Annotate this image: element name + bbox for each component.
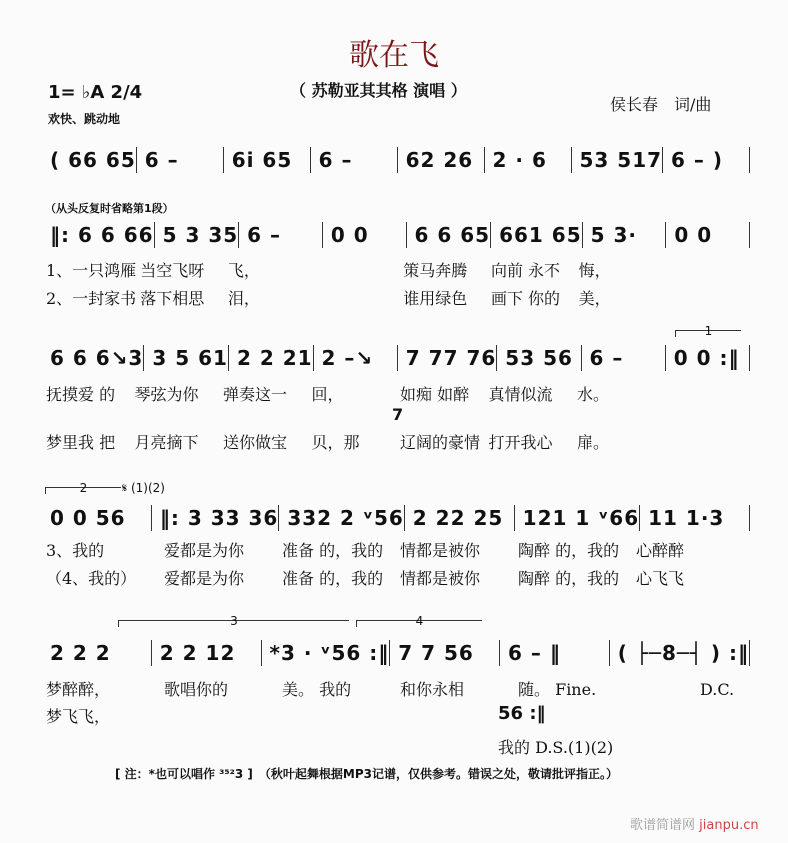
measure: 6 –: [311, 147, 398, 173]
measure: 6 –: [582, 345, 666, 371]
measure: 121 1 ᵛ66: [515, 505, 640, 531]
lyric-segment: [662, 382, 751, 405]
lyric-segment: 爱都是为你: [164, 541, 245, 560]
lyric-segment: 策马奔腾: [403, 261, 468, 280]
lyric-segment: 情都是被你: [400, 541, 481, 560]
measure: 53 517: [572, 147, 664, 173]
lyric-segment: 如痴 如醉: [400, 385, 470, 404]
lyric-segment: 当空飞呀: [140, 261, 205, 280]
measure: 53 56: [497, 345, 581, 371]
notation-line: [42, 147, 750, 173]
measure: 2 2 21: [229, 345, 314, 371]
lyric-segment: 梦飞飞，: [46, 707, 111, 726]
measure: 3 5 61: [144, 345, 229, 371]
measure: 6 6 65: [407, 222, 492, 248]
lyric-line: [42, 430, 750, 453]
grace-note: 7: [392, 405, 404, 424]
lyric-segment: 月亮摘下: [134, 433, 199, 452]
lyric-segment: 辽阔的豪情: [400, 433, 481, 452]
lyric-segment: 3、我的: [46, 541, 105, 560]
lyric-segment: 水。: [577, 385, 610, 404]
lyric-segment: 爱都是为你: [164, 569, 245, 588]
measure: 2 –↘: [314, 345, 398, 371]
lyric-segment: 心醉醉: [636, 541, 685, 560]
lyric-segment: 飞，: [227, 261, 260, 280]
measure: 6i 65: [224, 147, 311, 173]
lyric-line: [42, 704, 750, 727]
lyric-segment: 梦里我 把: [46, 433, 116, 452]
lyric-segment: D.C.: [636, 680, 735, 699]
lyric-segment: [396, 704, 514, 727]
volta-3: [118, 614, 349, 628]
lyric-segment: [312, 258, 400, 281]
measure: 7 7 56: [390, 640, 500, 666]
lyric-segment: 扉。: [577, 433, 610, 452]
measure: 6 6 6↘3: [42, 345, 144, 371]
lyric-segment: [632, 704, 750, 727]
lyric-segment: 弹奏这一: [223, 385, 288, 404]
measure: 0 0 56: [42, 505, 152, 531]
measure: 6 –: [137, 147, 224, 173]
lyric-segment: 1、一只鸿雁: [46, 261, 137, 280]
measure: 11 1·3: [640, 505, 750, 531]
notation-line: [42, 640, 750, 666]
performer: （ 苏勒亚其其格 演唱 ）: [290, 81, 467, 100]
measure: 7 77 76: [398, 345, 498, 371]
measure: ( 66 65: [42, 147, 137, 173]
lyric-line: [42, 286, 750, 309]
notation-line: [42, 345, 750, 371]
measure: 5 3·: [583, 222, 667, 248]
lyric-segment: 画下 你的: [490, 289, 561, 308]
watermark: [630, 814, 759, 833]
lyric-segment: 悔，: [578, 261, 611, 280]
lyric-segment: 准备 的，我的: [282, 541, 384, 560]
song-title: 歌在飞: [349, 38, 439, 73]
segno-mark: 𝄋 (1)(2): [122, 481, 165, 495]
lyric-segment: 情都是被你: [400, 569, 481, 588]
lyric-segment: [662, 258, 750, 281]
key-signature: 1= ♭A 2/4: [48, 82, 143, 103]
measure: ‖: 6 6 66: [42, 222, 155, 248]
lyric-segment: 抚摸爱 的: [46, 385, 116, 404]
notation-line: [42, 505, 750, 531]
measure: 6 –: [239, 222, 323, 248]
volta-4-label: 4: [415, 614, 424, 628]
volta-1: [675, 324, 741, 338]
measure: 6 – ‖: [500, 640, 610, 666]
notation-line: [42, 222, 750, 248]
measure: 2 · 6: [485, 147, 572, 173]
lyric-segment: 2、一封家书: [46, 289, 137, 308]
watermark-en: jianpu.cn: [699, 818, 759, 833]
composer-credit: 侯长春 词/曲: [610, 95, 712, 114]
lyric-segment: 梦醉醉，: [46, 680, 111, 699]
lyric-segment: 准备 的，我的: [282, 569, 384, 588]
measure: 332 2 ᵛ56: [279, 505, 404, 531]
measure: ‖: 3 33 36: [152, 505, 279, 531]
measure: 2 2 12: [152, 640, 262, 666]
measure: 2 2 2: [42, 640, 152, 666]
lyric-segment: 心飞飞: [636, 569, 685, 588]
lyric-segment: 陶醉 的，我的: [518, 541, 620, 560]
measure: 0 0: [666, 222, 750, 248]
lyric-segment: [662, 286, 750, 309]
lyric-segment: [312, 286, 400, 309]
lyric-segment: 美。 我的: [282, 680, 352, 699]
measure: 62 26: [398, 147, 485, 173]
measure: *3 · ᵛ56 :‖: [262, 640, 391, 666]
footnote: [ 注：*也可以唱作 ³⁵²3 ] （秋叶起舞根据MP3记谱，仅供参考。错误之处，敬请批评指正。）: [115, 767, 618, 781]
lyric-segment: 随。 Fine.: [518, 680, 597, 699]
coda-notes: 56 :‖: [498, 703, 546, 724]
measure: 5 3 35: [155, 222, 240, 248]
lyric-segment: [278, 704, 396, 727]
lyric-segment: 向前 永不: [490, 261, 561, 280]
volta-2: [45, 481, 121, 495]
lyric-segment: 陶醉 的，我的: [518, 569, 620, 588]
lyric-line: [42, 382, 750, 405]
lyric-segment: [160, 704, 278, 727]
lyric-segment: 打开我心: [488, 433, 553, 452]
lyric-line: [42, 677, 750, 700]
measure: ( ├─8─┤ ) :‖: [610, 640, 750, 666]
lyric-segment: 歌唱你的: [164, 680, 229, 699]
measure: 2 22 25: [405, 505, 515, 531]
measure: 0 0 :‖: [666, 345, 750, 371]
lyric-segment: 送你做宝: [223, 433, 288, 452]
volta-1-label: 1: [704, 324, 713, 338]
lyric-segment: 真情似流: [488, 385, 553, 404]
lyric-segment: 贝，那: [311, 433, 360, 452]
lyric-line: [42, 538, 750, 561]
lyric-line: [42, 566, 750, 589]
repeat-remark: （从头反复时省略第1段）: [45, 202, 174, 215]
lyric-segment: 和你永相: [400, 680, 465, 699]
lyric-segment: 琴弦为你: [134, 385, 199, 404]
coda-lyric: 我的 D.S.(1)(2): [498, 738, 614, 757]
lyric-segment: 美，: [578, 289, 611, 308]
tempo-marking: 欢快、跳动地: [48, 112, 121, 126]
volta-2-label: 2: [79, 481, 88, 495]
lyric-segment: 泪，: [227, 289, 260, 308]
measure: 6 – ): [663, 147, 750, 173]
volta-3-label: 3: [230, 614, 238, 628]
lyric-segment: 回，: [311, 385, 344, 404]
lyric-segment: 谁用绿色: [403, 289, 468, 308]
lyric-segment: 落下相思: [140, 289, 205, 308]
measure: 661 65: [491, 222, 583, 248]
volta-4: [356, 614, 482, 628]
lyric-line: [42, 258, 750, 281]
measure: 0 0: [323, 222, 407, 248]
lyric-segment: （4、我的）: [46, 569, 137, 588]
lyric-segment: [662, 430, 751, 453]
watermark-cn: 歌谱简谱网: [630, 818, 696, 833]
